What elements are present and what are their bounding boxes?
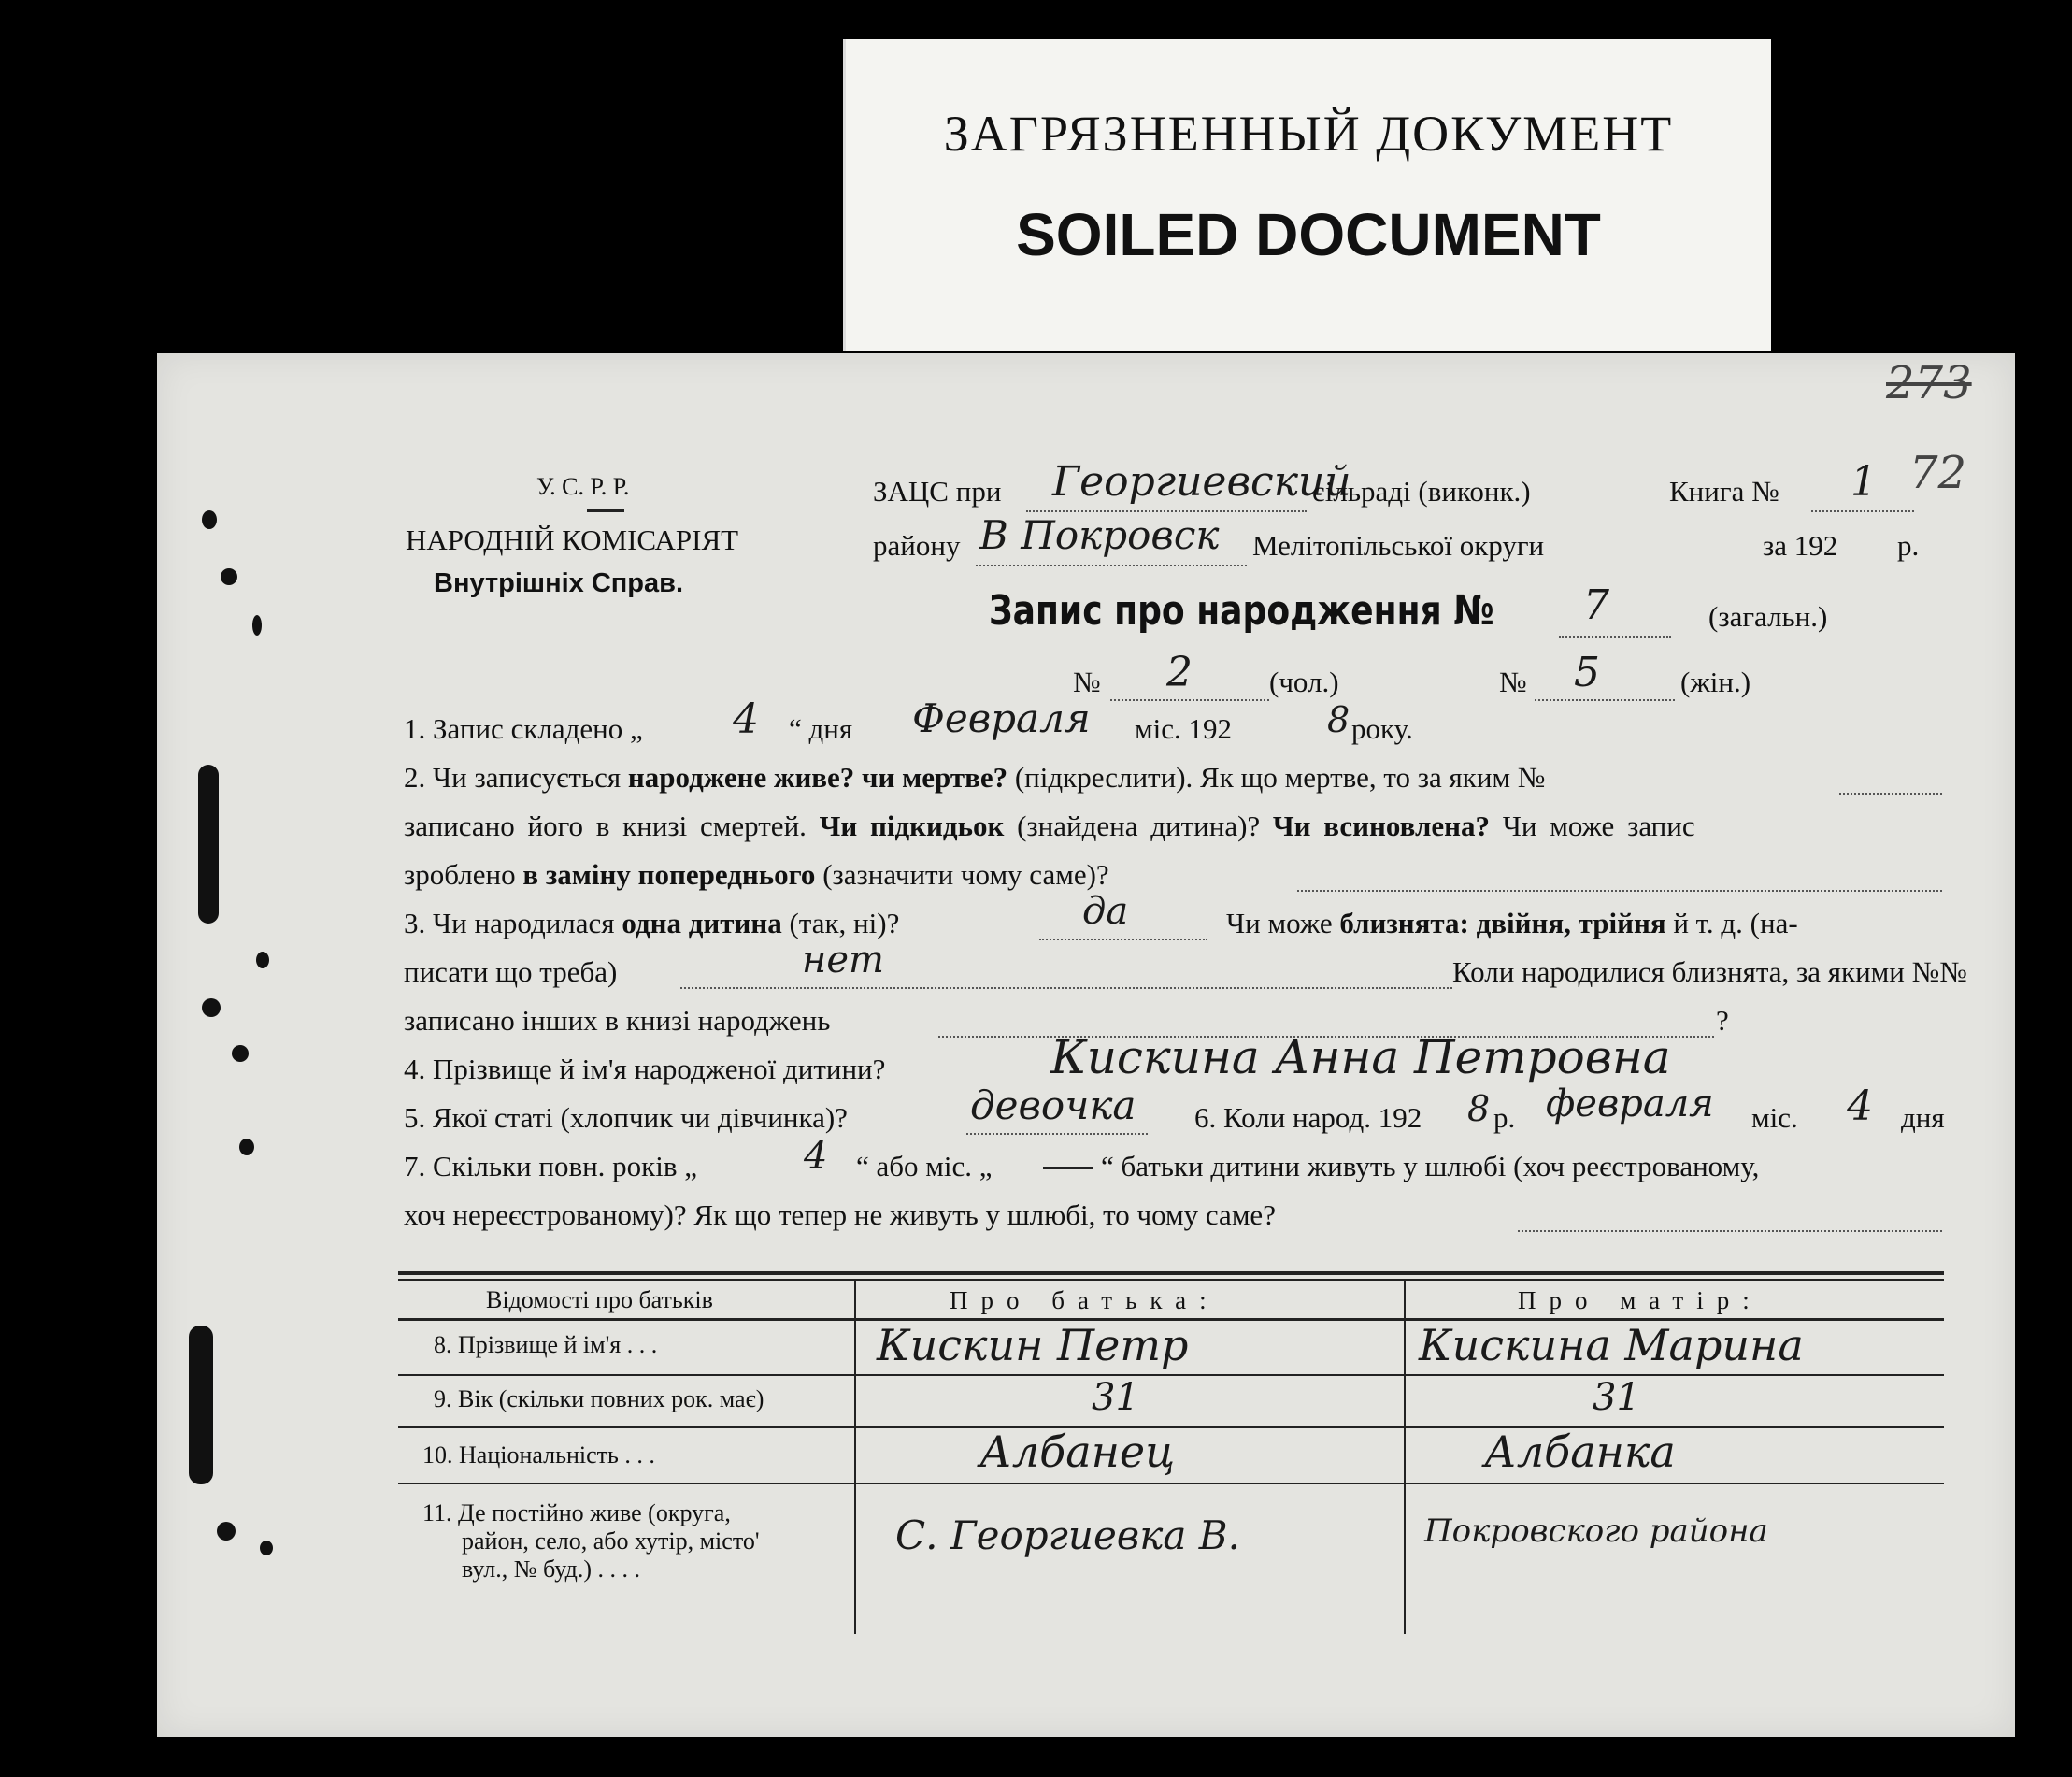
father-name: Кискин Петр: [877, 1320, 1189, 1370]
punch-hole: [260, 1541, 273, 1555]
q7-label-b: “ або міс. „: [856, 1150, 993, 1182]
table-header-info: Відомості про батьків: [486, 1286, 713, 1313]
row-age-label: 9. Вік (скільки повних рок. має): [434, 1385, 764, 1412]
table-row-rule: [398, 1483, 1944, 1484]
record-title: Запис про народження №: [989, 587, 1494, 635]
record-number: 7: [1583, 581, 1609, 629]
q1-year: 8: [1327, 699, 1350, 740]
general-label: (загальн.): [1708, 600, 1828, 633]
q3-line3: записано інших в книзі народжень: [404, 1004, 831, 1037]
q2-fill-line: [1839, 793, 1942, 795]
label-english: SOILED DOCUMENT: [1016, 201, 1601, 268]
q3-single-answer: да: [1082, 890, 1129, 933]
female-label: (жін.): [1680, 666, 1751, 698]
female-no-label: №: [1499, 666, 1527, 698]
q2-text-c: (підкреслити). Як що мертве, то за яким №: [1014, 761, 1546, 794]
table-row-rule: [398, 1374, 1944, 1376]
table-top-rule: [398, 1271, 1944, 1275]
punch-hole: [221, 568, 237, 585]
q1-label-a: 1. Запис складено „: [404, 712, 643, 745]
archive-number-crossed: 273: [1886, 357, 1972, 409]
district-suffix: Мелітопільської округи: [1252, 529, 1545, 562]
father-age: 31: [1092, 1376, 1139, 1419]
soiled-document-label: [843, 39, 1771, 351]
q3-text-f: й т. д. (на-: [1673, 907, 1798, 939]
q5-fill-line: [966, 1133, 1148, 1135]
republic-header: У. С. Р. Р.: [536, 473, 630, 500]
child-name: Кискина Анна Петровна: [1050, 1030, 1671, 1084]
q5-label: 5. Якої статі (хлопчик чи дівчинка)?: [404, 1101, 848, 1134]
table-header-mother: Про матір:: [1518, 1286, 1763, 1314]
q2-line3: [404, 858, 1109, 892]
q3-twins-line: [680, 987, 1452, 989]
q3-text-e: близнята: двійня, трійня: [1339, 907, 1666, 939]
archive-number: 72: [1909, 447, 1967, 499]
male-label: (чол.): [1269, 666, 1339, 698]
q6-day-label: дня: [1901, 1101, 1945, 1134]
q3-line1: [404, 907, 899, 940]
q2-text-b: народжене живе? чи мертве?: [627, 761, 1008, 794]
mother-age: 31: [1593, 1376, 1640, 1419]
punch-hole: [232, 1045, 249, 1062]
table-col-divider: [1404, 1281, 1406, 1634]
q2-text-2a: записано його в книзі смертей.: [404, 810, 807, 842]
q2-text-a: 2. Чи записується: [404, 761, 622, 794]
q3-single-line: [1039, 939, 1207, 940]
q1-day: 4: [733, 695, 759, 743]
birth-year: 8: [1467, 1088, 1491, 1129]
mother-nationality: Албанка: [1484, 1426, 1676, 1477]
q6-month-label: міс.: [1751, 1101, 1798, 1134]
mother-residence: Покровского района: [1424, 1512, 1768, 1550]
father-residence: С. Георгиевка В.: [895, 1512, 1240, 1558]
book-number: 1: [1851, 458, 1877, 506]
table-header-father: Про батька:: [950, 1286, 1220, 1314]
q3-line2-right: Коли народилися близнята, за якими №№: [1452, 955, 1967, 988]
q7-label-a: 7. Скільки повн. років „: [404, 1150, 697, 1182]
marriage-months-dash: [1043, 1167, 1093, 1169]
q3-line1-right: [1226, 907, 1798, 940]
row-name-label: 8. Прізвище й ім'я . . .: [434, 1331, 658, 1358]
birth-day: 4: [1847, 1082, 1873, 1130]
q1-label-d: року.: [1351, 712, 1413, 745]
male-number: 2: [1166, 649, 1193, 696]
punch-hole: [202, 510, 217, 529]
q2-text-3a: зроблено: [404, 858, 516, 891]
male-no-label: №: [1073, 666, 1101, 698]
row-residence-label-3: вул., № буд.) . . . .: [462, 1555, 641, 1583]
header-underline: [587, 509, 624, 512]
q3-line3-end: ?: [1716, 1004, 1729, 1037]
q3-text-a: 3. Чи народилася: [404, 907, 615, 939]
q1-label-b: “ дня: [789, 712, 853, 745]
q3-line2: писати що треба): [404, 955, 618, 988]
punch-hole: [239, 1139, 254, 1155]
row-residence-label-2: район, село, або хутір, місто': [462, 1527, 760, 1555]
mother-name: Кискина Марина: [1419, 1320, 1804, 1370]
zags-prefix: ЗАЦС при: [873, 475, 1002, 508]
book-label: Книга №: [1669, 475, 1779, 508]
commissariat-header: НАРОДНІЙ КОМІСАРІЯТ: [406, 523, 739, 556]
binder-slot: [198, 765, 219, 924]
q1-month: Февраля: [912, 695, 1091, 741]
q6-label: 6. Коли народ. 192: [1194, 1101, 1422, 1134]
q2-text-2e: Чи може запис: [1502, 810, 1695, 842]
q2-line3-fill: [1297, 890, 1942, 892]
q3-text-b: одна дитина: [622, 907, 782, 939]
department-header: Внутрішніх Справ.: [434, 568, 684, 598]
year-suffix: р.: [1897, 529, 1920, 562]
male-number-line: [1110, 699, 1269, 701]
district-fill-line: [976, 565, 1247, 566]
binder-slot: [189, 1326, 213, 1484]
q7-label-c: “ батьки дитини живуть у шлюбі (хоч реєстрованому,: [1101, 1150, 1760, 1182]
q7-line2: хоч нереєстрованому)? Як що тепер не живуть у шлюбі, то чому саме?: [404, 1198, 1276, 1231]
q1-label-c: міс. 192: [1135, 712, 1232, 745]
record-number-line: [1559, 636, 1671, 638]
year-label: за 192: [1763, 529, 1838, 562]
birth-record-form: [157, 353, 2015, 1737]
book-fill-line: [1811, 510, 1914, 512]
q3-twins-answer: нет: [802, 939, 884, 982]
district-prefix: району: [873, 529, 961, 562]
female-number-line: [1535, 699, 1675, 701]
q3-text-d: Чи може: [1226, 907, 1333, 939]
q4-label: 4. Прізвище й ім'я народженої дитини?: [404, 1053, 886, 1085]
q2-text-2b: Чи підкидьок: [819, 810, 1005, 842]
child-sex: девочка: [970, 1082, 1136, 1128]
district-handwritten: В Покровск: [979, 512, 1220, 558]
punch-hole: [256, 952, 269, 968]
q6-r-label: р.: [1493, 1101, 1516, 1134]
birth-month: февраля: [1546, 1082, 1714, 1125]
q2-text-3b: в заміну попереднього: [522, 858, 816, 891]
table-top-rule-2: [398, 1279, 1944, 1281]
q2-text-2d: Чи всиновлена?: [1272, 810, 1490, 842]
female-number: 5: [1574, 649, 1600, 696]
zags-handwritten: Георгиевский: [1052, 458, 1351, 506]
q2-text-2c: (знайдена дитина)?: [1017, 810, 1261, 842]
punch-hole: [252, 615, 262, 636]
punch-hole: [202, 998, 221, 1017]
row-residence-label-1: 11. Де постійно живе (округа,: [422, 1499, 731, 1526]
q2-text-3c: (зазначити чому саме)?: [822, 858, 1109, 891]
father-nationality: Албанец: [979, 1426, 1176, 1477]
q2-line1: [404, 761, 1545, 795]
label-russian: ЗАГРЯЗНЕННЫЙ ДОКУМЕНТ: [943, 106, 1674, 162]
punch-hole: [217, 1522, 236, 1541]
marriage-years: 4: [804, 1135, 828, 1178]
q3-text-c: (так, ні)?: [789, 907, 900, 939]
row-nationality-label: 10. Національність . . .: [422, 1441, 655, 1469]
q7-fill-line: [1518, 1230, 1942, 1232]
q2-line2: [404, 810, 1695, 843]
zags-suffix: сільраді (виконк.): [1312, 475, 1531, 508]
table-col-divider: [854, 1281, 856, 1634]
